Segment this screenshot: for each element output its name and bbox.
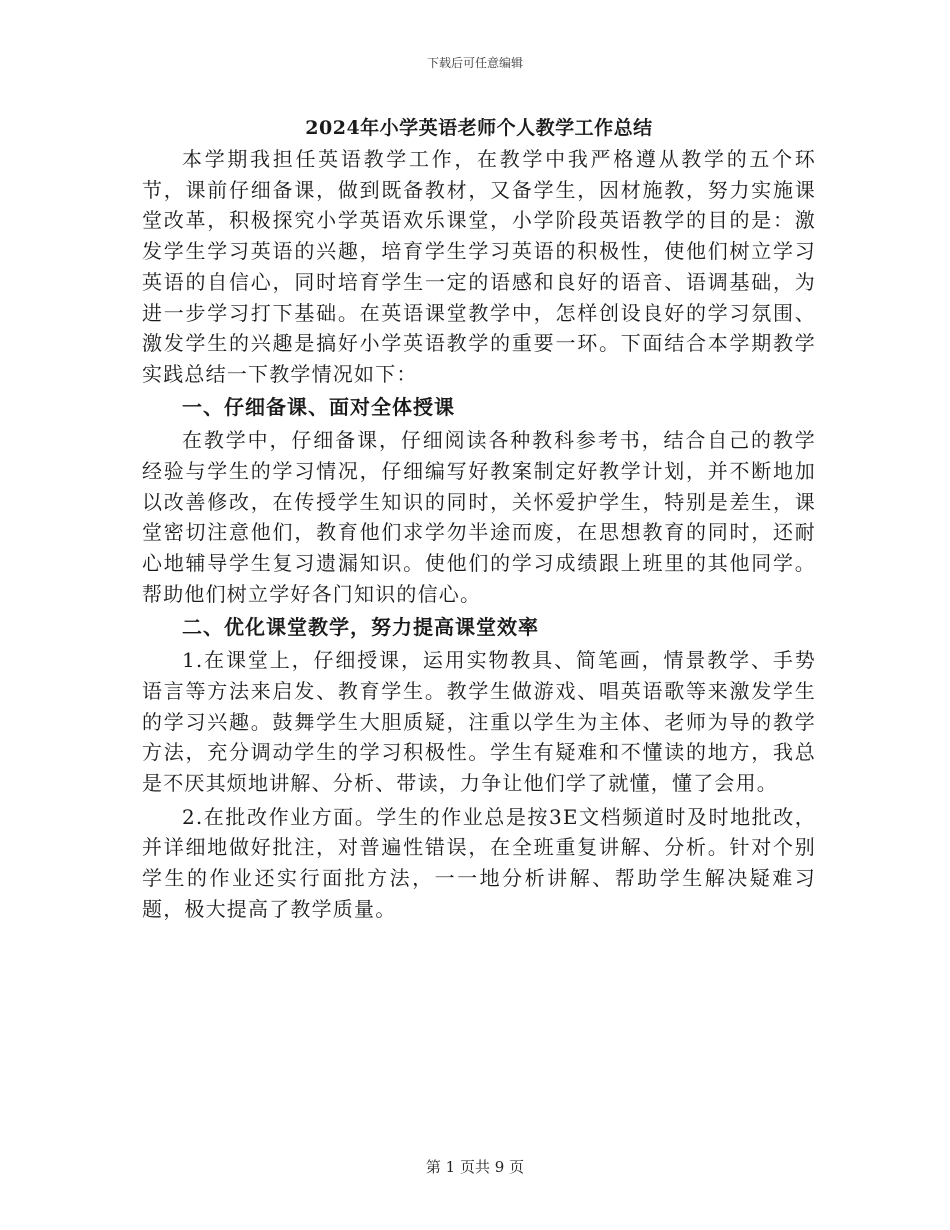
- section-heading-1: 一、仔细备课、面对全体授课: [182, 394, 455, 419]
- header-note: 下载后可任意编辑: [426, 56, 523, 70]
- document-title: 2024年小学英语老师个人教学工作总结: [305, 117, 653, 139]
- section-paragraph-1: 在教学中，仔细备课，仔细阅读各种教科参考书，结合自己的教学经验与学生的学习情况，仔细编写好教案制定好教学计划，并不断地加以改善修改，在传授学生知识的同时，关怀爱护学生，特别是差生，课堂密切注意他们，教育他们求学勿半途而废，在思想教育的同时，还耐心地辅导学生复习遗漏知识。使他们的学习成绩跟上班里的其他同学。帮助他们树立学好各门知识的信心。: [142, 428, 816, 606]
- document-body: [142, 112, 816, 925]
- section-heading-2: 二、优化课堂教学，努力提高课堂效率: [182, 614, 539, 639]
- intro-paragraph: 本学期我担任英语教学工作，在教学中我严格遵从教学的五个环节，课前仔细备课，做到既备教材，又备学生，因材施教，努力实施课堂改革，积极探究小学英语欢乐课堂，小学阶段英语教学的目的是：激发学生学习英语的兴趣，培育学生学习英语的积极性，使他们树立学习英语的自信心，同时培育学生一定的语感和良好的语音、语调基础，为进一步学习打下基础。在英语课堂教学中，怎样创设良好的学习氛围、激发学生的兴趣是搞好小学英语教学的重要一环。下面结合本学期教学实践总结一下教学情况如下：: [142, 147, 816, 386]
- section-item-1: 1.在课堂上，仔细授课，运用实物教具、简笔画，情景教学、手势语言等方法来启发、教育学生。教学生做游戏、唱英语歌等来激发学生的学习兴趣。鼓舞学生大胆质疑，注重以学生为主体、老师为导的教学方法，充分调动学生的学习积极性。学生有疑难和不懂读的地方，我总是不厌其烦地讲解、分析、带读，力争让他们学了就懂，懂了会用。: [142, 648, 816, 796]
- page-number: 第 1 页共 9 页: [425, 1158, 525, 1176]
- section-item-2: 2.在批改作业方面。学生的作业总是按3E文档频道时及时地批改，并详细地做好批注，对普遍性错误，在全班重复讲解、分析。针对个别学生的作业还实行面批方法，一一地分析讲解、帮助学生解决疑难习题，极大提高了教学质量。: [142, 804, 816, 921]
